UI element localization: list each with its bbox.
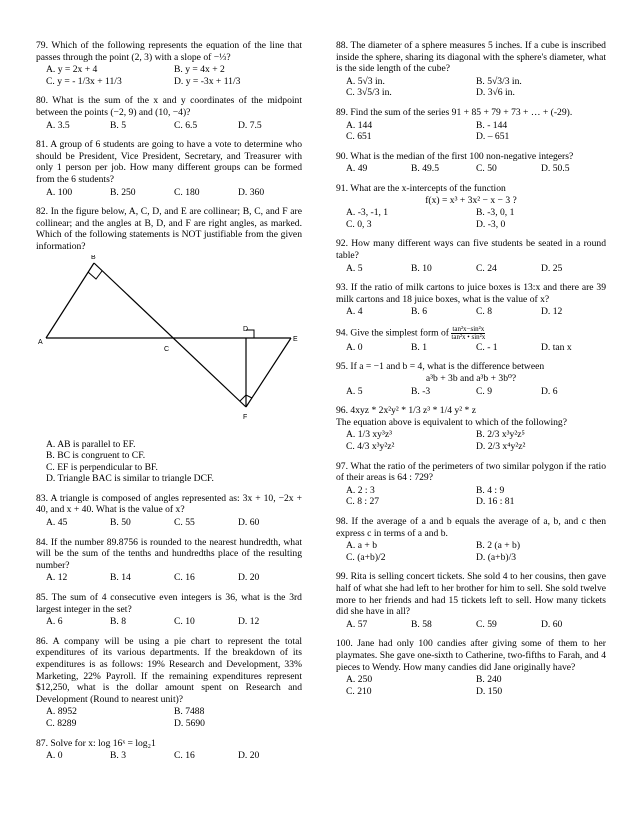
question-97 [336,461,606,508]
question-stem: What the ratio of the perimeters of two similar polygon if the ratio of their areas is 64 : 729? [336,460,606,484]
question-85 [36,592,302,628]
option-c[interactable]: C. 210 [346,685,372,697]
question-stem: What are the x-intercepts of the function [350,182,506,194]
question-number: 99. [336,571,348,583]
option-b[interactable]: B. 2/3 x³y²z⁵ [476,429,525,441]
question-83 [36,493,302,529]
option-a[interactable]: A. 5√3 in. [346,75,385,87]
question-stem: Solve for x: log 16ˣ = log₂1 [50,737,156,749]
question-number: 89. [336,106,348,118]
option-a[interactable]: A. 6 [46,616,63,628]
option-b[interactable]: B. BC is congruent to CF. [46,450,146,462]
option-d[interactable]: D. (a+b)/3 [476,551,517,563]
option-a[interactable]: A. 0 [346,341,363,353]
answer-options [336,163,606,175]
option-c[interactable]: C. 6.5 [174,119,198,131]
question-79 [36,40,302,87]
answer-options [336,306,606,318]
option-d[interactable]: D. -3, 0 [476,218,506,230]
option-c[interactable]: C. 16 [174,750,195,762]
question-86 [36,636,302,730]
option-d[interactable]: D. 2/3 x⁴y²z² [476,441,526,453]
option-d[interactable]: D. Triangle BAC is similar to triangle DCF. [46,473,214,485]
option-a[interactable]: A. 49 [346,163,368,175]
option-a[interactable]: A. 4 [346,306,363,318]
option-d[interactable]: D. 60 [238,517,260,529]
question-94 [336,326,606,354]
option-a[interactable]: A. 45 [46,517,68,529]
option-b[interactable]: B. 3 [110,750,126,762]
question-100 [336,638,606,697]
option-c[interactable]: C. 10 [174,616,195,628]
option-b[interactable]: B. 5 [110,119,126,131]
option-a[interactable]: A. 8952 [46,706,77,718]
label-f: F [243,413,248,421]
option-d[interactable]: D. – 651 [476,131,510,143]
option-d[interactable]: D. 150 [476,685,503,697]
option-a[interactable]: A. 250 [346,674,373,686]
option-d[interactable]: D. 60 [541,618,563,630]
question-subtext: The equation above is equivalent to which of the following? [336,416,567,428]
option-a[interactable]: A. 5 [346,262,363,274]
option-a[interactable]: A. AB is parallel to EF. [46,438,136,450]
answer-options [336,120,606,143]
option-b[interactable]: B. 14 [110,572,131,584]
question-number: 97. [336,460,348,472]
question-91 [336,183,606,230]
question-89 [336,107,606,143]
option-a[interactable]: A. 57 [346,618,368,630]
question-95 [336,361,606,397]
answer-options [336,342,606,354]
question-number: 83. [36,492,48,504]
answer-options [336,76,606,99]
answer-options [336,674,606,697]
question-number: 93. [336,282,348,294]
answer-options [336,386,606,398]
question-stem: A triangle is composed of angles represented as: 3x + 10, −2x + 40, and x + 40. What is the value of x? [36,492,302,516]
question-stem: Jane had only 100 candies after giving some of them to her playmates. She gave one-sixth to Catherine, two-fifths to Farah, and 4 pieces to Wendy. How many candies did Jane originally have? [336,638,606,673]
option-d[interactable]: D. 6 [541,385,558,397]
question-stem: If the average of a and b equals the average of a, b, and c then express c in terms of a and b. [336,516,606,539]
question-93 [336,282,606,318]
expression-formula: a³b + 3b and a³b + 3b⁰? [425,373,517,385]
geometry-figure [36,255,302,435]
question-stem: 4xyz * 2x²y² * 1/3 z³ * 1/4 y² * z [350,405,476,417]
answer-options [336,540,606,563]
question-stem: If the number 89.8756 is rounded to the nearest hundredth, what will be the sum of the tenths and hundredths place of the resulting number? [36,536,302,571]
label-d: D [243,325,249,333]
question-stem: If a = −1 and b = 4, what is the difference between [350,361,545,373]
answer-options [336,207,606,230]
answer-options [36,120,302,132]
answer-options [336,263,606,275]
question-92 [336,238,606,274]
option-a[interactable]: A. -3, -1, 1 [346,207,389,219]
option-c[interactable]: C. 4/3 x³y²z² [346,441,395,453]
question-number: 90. [336,150,348,162]
question-stem: A group of 6 students are going to have a vote to determine who should be President, Vice President, Secretary, and Treasurer with only 1 person per job. How many different groups can be formed from the 6 students? [36,139,302,185]
option-a[interactable]: A. 3.5 [46,119,70,131]
option-b[interactable]: B. 58 [411,618,432,630]
option-c[interactable]: C. EF is perpendicular to BF. [46,461,158,473]
label-e: E [293,335,298,343]
option-d[interactable]: D. 7.5 [238,119,262,131]
question-87 [36,738,302,762]
option-b[interactable]: B. 1 [411,341,427,353]
option-c[interactable]: C. 8 : 27 [346,496,380,508]
option-d[interactable]: D. 20 [238,750,260,762]
option-a[interactable]: A. a + b [346,540,377,552]
question-99 [336,571,606,630]
question-84 [36,537,302,584]
option-c[interactable]: C. - 1 [476,341,498,353]
right-angle-b [88,271,102,279]
answer-options [36,187,302,199]
option-b[interactable]: B. -3, 0, 1 [476,207,515,219]
option-b[interactable]: B. 8 [110,616,126,628]
option-b[interactable]: B. 250 [110,186,136,198]
option-d[interactable]: D. y = -3x + 11/3 [174,75,241,87]
option-b[interactable]: B. 4 : 9 [476,484,505,496]
question-81 [36,139,302,198]
question-82 [36,206,302,485]
fraction-numerator: tan²x−sin²x [452,324,485,333]
option-b[interactable]: B. 10 [411,262,432,274]
question-number: 94. [336,327,348,339]
option-d[interactable]: D. tan x [541,341,572,353]
answer-options [36,572,302,584]
question-stem: Give the simplest form of [350,327,449,339]
question-stem: How many different ways can five students be seated in a round table? [336,238,606,261]
option-b[interactable]: B. 240 [476,674,502,686]
question-number: 84. [36,536,48,548]
answer-options [336,429,606,452]
option-b[interactable]: B. 50 [110,517,131,529]
answer-options [36,64,302,87]
trig-fraction [451,326,485,341]
option-d[interactable]: D. 25 [541,262,563,274]
label-b: B [91,254,96,261]
question-stem: Rita is selling concert tickets. She sold 4 to her cousins, then gave half of what she had left to her brother for him to sell. She sold twelve more to her friends and had 15 tickets left to sell. How many tickets did she have in all? [336,571,606,618]
question-number: 88. [336,40,348,51]
function-formula: f(x) = x³ + 3x² − x − 3 ? [425,194,517,206]
option-a[interactable]: A. 1/3 xy³z³ [346,429,392,441]
question-number: 87. [36,737,48,749]
question-96 [336,405,606,452]
option-a[interactable]: A. 100 [46,186,73,198]
option-c[interactable]: C. 651 [346,131,372,143]
option-c[interactable]: C. (a+b)/2 [346,551,386,563]
option-a[interactable]: A. y = 2x + 4 [46,64,98,76]
option-a[interactable]: A. 2 : 3 [346,484,375,496]
segment-fe [246,338,291,407]
question-88 [336,40,606,99]
answer-options [336,619,606,631]
option-d[interactable]: D. 16 : 81 [476,496,515,508]
option-c[interactable]: C. 3√5/3 in. [346,87,392,99]
option-d[interactable]: D. 3√6 in. [476,87,515,99]
option-b[interactable]: B. 5√3/3 in. [476,75,522,87]
question-number: 98. [336,516,348,527]
left-column [36,40,302,770]
label-a: A [38,338,43,346]
question-number: 82. [36,206,48,218]
option-c[interactable]: C. 24 [476,262,497,274]
option-b[interactable]: B. y = 4x + 2 [174,64,225,76]
option-d[interactable]: D. 5690 [174,717,205,729]
question-stem: In the figure below, A, C, D, and E are collinear; B, C, and F are collinear; and the angles at B, D, and F are right angles, as marked. Which of the following statements is NOT justifiable from the given information? [36,206,302,252]
option-c[interactable]: C. 55 [174,517,195,529]
fraction-denominator: tan²x • sin²x [451,332,486,341]
answer-options [36,750,302,762]
question-stem: The diameter of a sphere measures 5 inches. If a cube is inscribed inside the sphere, sharing its diagonal with the sphere's diameter, what is the side length of the cube? [336,40,606,75]
option-d[interactable]: D. 50.5 [541,163,570,175]
option-c[interactable]: C. 9 [476,385,492,397]
option-b[interactable]: B. - 144 [476,119,508,131]
option-c[interactable]: C. 180 [174,186,200,198]
question-80 [36,95,302,131]
option-b[interactable]: B. 6 [411,306,427,318]
option-a[interactable]: A. 5 [346,385,363,397]
question-number: 91. [336,182,348,194]
question-number: 96. [336,405,348,417]
question-stem: Which of the following represents the equation of the line that passes through the point (2, 3) with a slope of −⅓? [36,40,302,63]
question-stem: If the ratio of milk cartons to juice boxes is 13:x and there are 39 milk cartons and 18 juice boxes, what is the value of x? [336,282,606,305]
option-d[interactable]: D. 360 [238,186,265,198]
option-a[interactable]: A. 12 [46,572,68,584]
option-c[interactable]: C. 8 [476,306,492,318]
option-c[interactable]: C. 8289 [46,717,77,729]
question-number: 100. [336,638,353,650]
question-number: 79. [36,40,48,51]
question-number: 80. [36,95,48,107]
question-number: 86. [36,635,48,647]
question-number: 92. [336,238,348,250]
option-c[interactable]: C. y = - 1/3x + 11/3 [46,75,122,87]
question-number: 85. [36,592,48,604]
segment-ab [46,263,94,338]
option-c[interactable]: C. 0, 3 [346,218,372,230]
option-a[interactable]: A. 144 [346,119,373,131]
option-b[interactable]: B. -3 [411,385,431,397]
option-b[interactable]: B. 49.5 [411,163,439,175]
answer-options [336,485,606,508]
answer-options [36,616,302,628]
option-b[interactable]: B. 7488 [174,706,205,718]
option-c[interactable]: C. 16 [174,572,195,584]
question-stem: A company will be using a pie chart to represent the total expenditures of its various departments. If the breakdown of its expenditures is as follows: 19% Research and Development, 33% Marketing, 22% Payroll. If the remaining expenditures represent $12,250, what is the dollar amount spent on Research and Development (Round to nearest unit)? [36,635,302,705]
option-c[interactable]: C. 50 [476,163,497,175]
question-stem: What is the sum of the x and y coordinates of the midpoint between the points (−2, 9) and (10, −4)? [36,95,302,118]
option-d[interactable]: D. 12 [541,306,563,318]
answer-options [36,517,302,529]
question-stem: The sum of 4 consecutive even integers is 36, what is the 3rd largest integer in the set? [36,592,302,615]
segment-bf [94,263,249,407]
question-number: 81. [36,139,48,151]
option-d[interactable]: D. 20 [238,572,260,584]
answer-options [36,706,302,729]
option-a[interactable]: A. 0 [46,750,63,762]
option-c[interactable]: C. 59 [476,618,497,630]
right-column [336,40,606,705]
answer-options [36,439,302,485]
label-c: C [164,345,170,353]
option-b[interactable]: B. 2 (a + b) [476,540,521,552]
question-stem: What is the median of the first 100 non-negative integers? [350,150,574,162]
question-90 [336,151,606,175]
question-98 [336,516,606,563]
question-number: 95. [336,361,348,373]
question-stem: Find the sum of the series 91 + 85 + 79 + 73 + … + (-29). [350,106,573,118]
option-d[interactable]: D. 12 [238,616,260,628]
